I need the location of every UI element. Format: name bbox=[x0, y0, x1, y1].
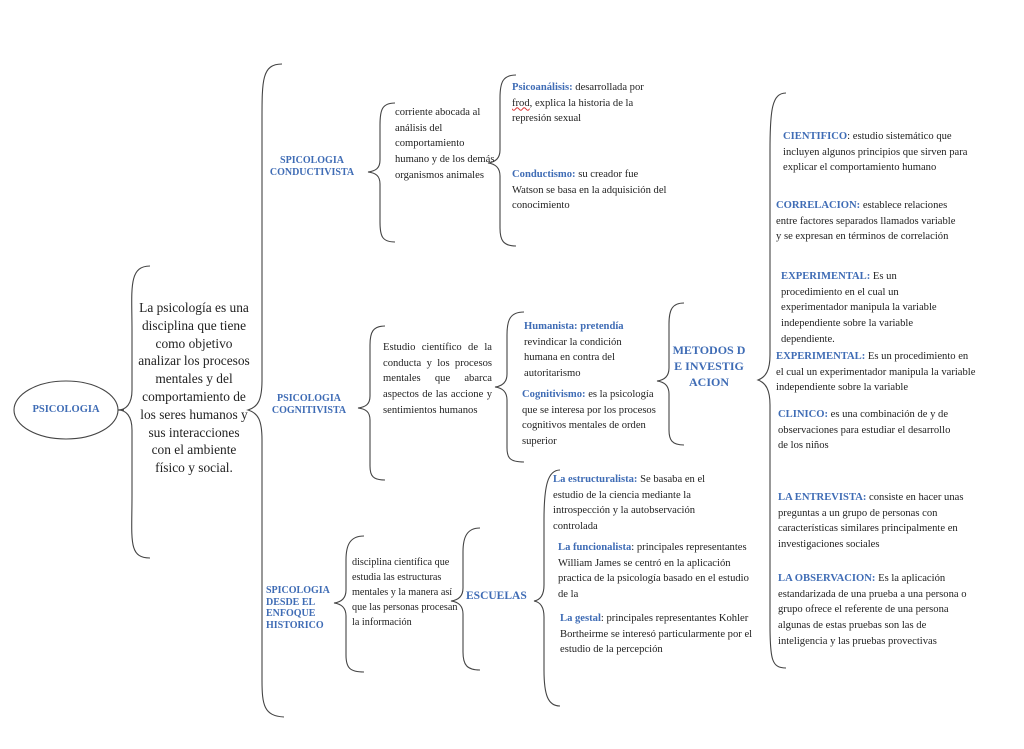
method-head: EXPERIMENTAL: bbox=[776, 351, 866, 362]
method-text: Es la aplicación estandarizada de una prueba a una persona o grupo ofrece el referente de una persona algunas de estas pruebas son las de inteligencia y las pruebas provectivas bbox=[778, 573, 967, 647]
conductivista-description: corriente abocada al análisis del comportamiento humano y de los demás organismos animales bbox=[395, 107, 495, 181]
item-text: , explica la historia de la represión sexual bbox=[512, 97, 634, 125]
item-text: es la psicología que se interesa por los procesos cognitivos mentales de orden superior bbox=[522, 389, 656, 448]
method-experimental-2 bbox=[776, 349, 976, 403]
item-text-misspelled: frod bbox=[512, 97, 530, 109]
method-cientifico bbox=[783, 129, 968, 176]
school-estructuralista bbox=[553, 472, 719, 535]
method-head: CORRELACION: bbox=[776, 200, 861, 211]
brace-cognitivista-items bbox=[495, 312, 524, 462]
item-text: desarrollada por bbox=[572, 82, 644, 93]
item-head: Conductismo: bbox=[512, 169, 576, 180]
school-head: La funcionalista bbox=[558, 542, 632, 553]
method-head: CLINICO: bbox=[778, 409, 829, 420]
item-cognitivismo bbox=[522, 387, 656, 462]
cognitivista-description: Estudio científico de la conducta y los procesos mentales que abarca aspectos de las accione y sentimientos humanos bbox=[383, 342, 492, 416]
item-conductismo bbox=[512, 167, 672, 214]
school-gestal bbox=[560, 611, 758, 658]
methods-label: METODOS DE INVESTIGACION bbox=[672, 343, 746, 389]
method-text: : estudio sistemático que incluyen algunos principios que sirven para explicar el comportamiento humano bbox=[783, 131, 968, 174]
method-observacion bbox=[778, 571, 978, 663]
brace-conductivista bbox=[368, 103, 395, 242]
method-experimental-1 bbox=[781, 269, 959, 348]
item-head: Humanista: pretendía bbox=[524, 321, 624, 332]
item-humanista bbox=[524, 319, 656, 382]
method-correlacion bbox=[776, 198, 962, 245]
branch-label-cognitivista: PSICOLOGIA COGNITIVISTA bbox=[271, 393, 347, 416]
brace-cognitivista bbox=[358, 326, 385, 480]
item-psicoanalisis bbox=[512, 80, 652, 127]
method-entrevista bbox=[778, 490, 978, 553]
item-text: revindicar la condición humana en contra del autoritarismo bbox=[524, 336, 622, 380]
school-funcionalista bbox=[558, 540, 758, 603]
item-head: Cognitivismo: bbox=[522, 389, 586, 400]
method-head: LA ENTREVISTA: bbox=[778, 492, 867, 503]
historico-description: disciplina científica que estudia las estructuras mentales y la manera así que las personas procesan la información bbox=[352, 557, 458, 628]
method-text: consiste en hacer unas preguntas a un grupo de personas con características similares principalmente en investigaciones sociales bbox=[778, 492, 964, 551]
item-text: su creador fue Watson se basa en la adquisición del conocimiento bbox=[512, 169, 667, 212]
school-head: La estructuralista: bbox=[553, 474, 638, 485]
method-head: EXPERIMENTAL: bbox=[781, 271, 871, 282]
method-text: Es un procedimiento en el cual un experimentador manipula la variable independiente sobre la variable dependiente. bbox=[781, 271, 937, 345]
item-head: Psicoanálisis: bbox=[512, 82, 573, 93]
method-head: CIENTIFICO bbox=[783, 131, 848, 142]
school-text: Se basaba en el estudio de la ciencia mediante la introspección y la autobservación controlada bbox=[553, 474, 706, 533]
school-text: : principales representantes Kohler Bortheirme se interesó particularmente por el estudio de la percepción bbox=[560, 613, 753, 656]
school-head: La gestal bbox=[560, 613, 601, 624]
method-head: LA OBSERVACION: bbox=[778, 573, 876, 584]
method-text: es una combinación de y de observaciones para estudiar el desarrollo de los niños bbox=[778, 409, 951, 452]
schools-label: ESCUELAS bbox=[466, 590, 527, 602]
school-text: : principales representantes William James se centró en la aplicación practica de la psicología basado en el estudio de la bbox=[558, 542, 749, 601]
definition-text: La psicología es una disciplina que tiene como objetivo analizar los procesos mentales y del comportamiento de los seres humanos y sus interacciones con el ambiente físico y social. bbox=[138, 300, 250, 476]
method-clinico bbox=[778, 407, 958, 454]
branch-label-conductivista: SPICOLOGIA CONDUCTIVISTA bbox=[269, 155, 355, 178]
method-text: establece relaciones entre factores separados llamados variable y se expresan en términos de correlación bbox=[776, 200, 956, 243]
root-label: PSICOLOGIA bbox=[32, 404, 100, 415]
method-text: Es un procedimiento en el cual un experimentador manipula la variable independiente sobre la variable bbox=[776, 351, 976, 394]
branch-label-historico: SPICOLOGIA DESDE EL ENFOQUE HISTORICO bbox=[266, 585, 330, 631]
